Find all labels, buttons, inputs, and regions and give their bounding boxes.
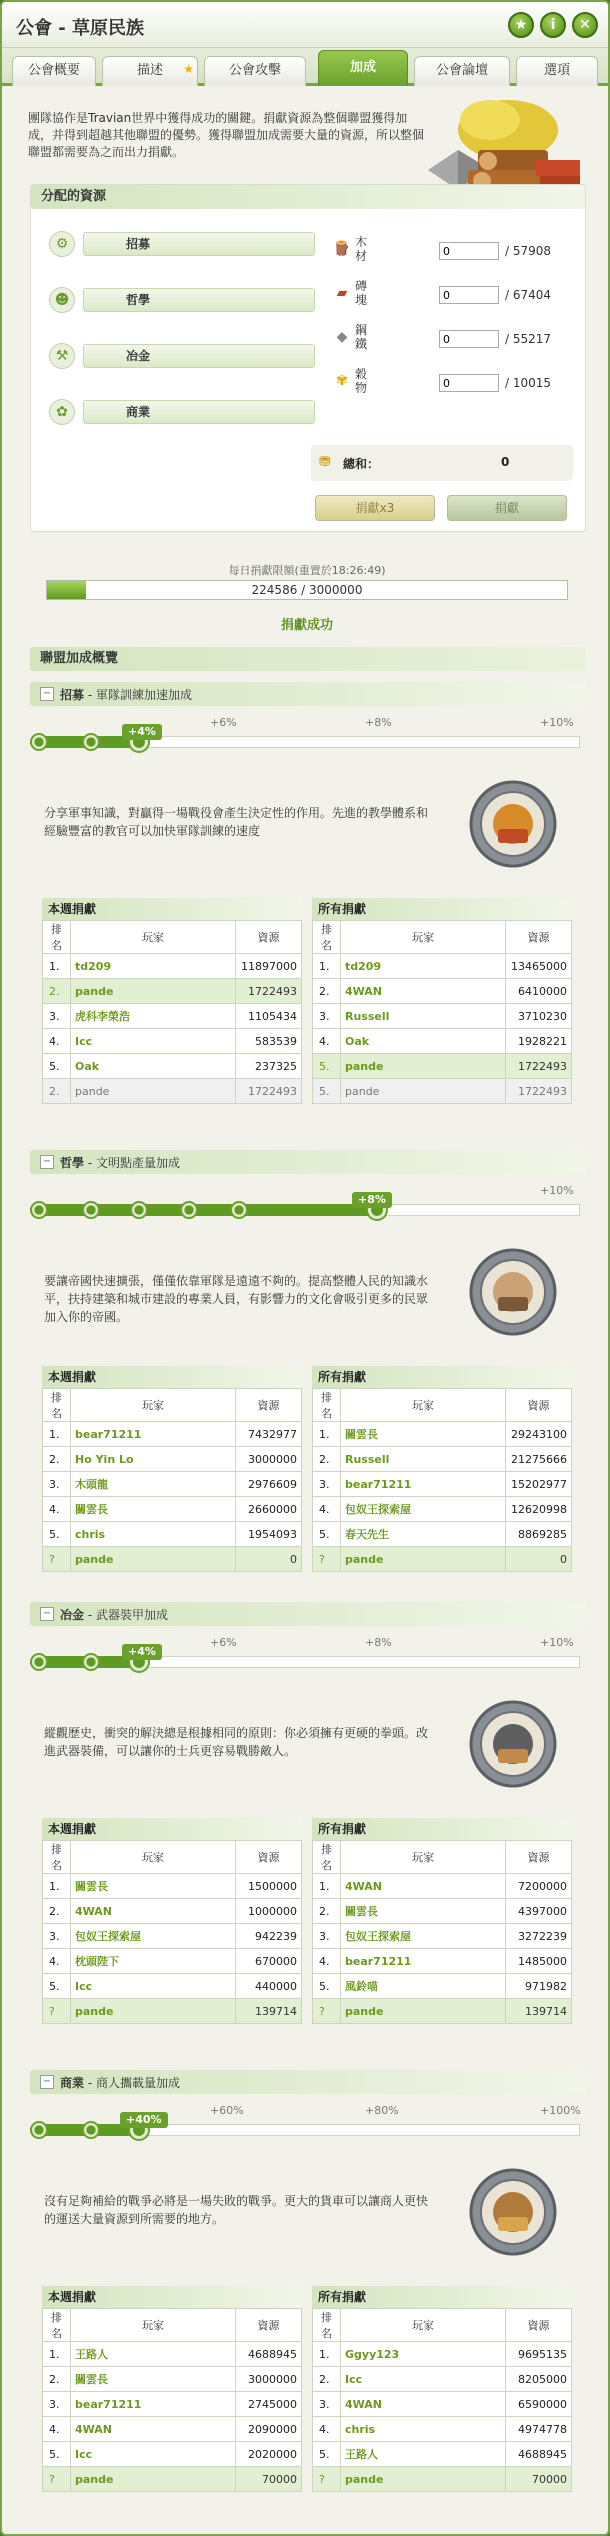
- progress-step-dot: [30, 1653, 48, 1671]
- player-link[interactable]: bear71211: [71, 1422, 236, 1447]
- table-title: 所有捐獻: [312, 2286, 572, 2308]
- table-row: 5. Oak 237325: [43, 1054, 302, 1079]
- commerce-icon: ✿: [49, 399, 75, 425]
- table-title: 本週捐獻: [42, 1366, 302, 1388]
- player-link[interactable]: pande: [341, 2467, 506, 2492]
- player-link[interactable]: pande: [71, 1999, 236, 2024]
- intro-text: 團隊協作是Travian世界中獲得成功的關鍵。捐獻資源為整個聯盟獲得加成，并得到超越其他聯盟的優勢。獲得聯盟加成需要大量的資源，所以整個聯盟都需要為之而出力捐獻。: [28, 111, 425, 159]
- iron-icon: ◆: [336, 329, 348, 345]
- player-link[interactable]: chris: [341, 2417, 506, 2442]
- info-icon[interactable]: i: [540, 12, 566, 38]
- bonus-header: [30, 1150, 586, 1174]
- player-link[interactable]: Russell: [341, 1004, 506, 1029]
- player-link[interactable]: 4WAN: [341, 1874, 506, 1899]
- player-link[interactable]: 關雲長: [71, 1497, 236, 1522]
- level-label: +10%: [540, 716, 574, 729]
- bonus-description: 分享軍事知識，對贏得一場戰役會產生決定性的作用。先進的教學體系和經驗豐富的教官可以加快軍隊訓練的速度: [44, 806, 429, 838]
- table-row: 3. bear71211 2745000: [43, 2392, 302, 2417]
- player-link[interactable]: Oak: [71, 1054, 236, 1079]
- table-row: 2. pande 1722493: [43, 1079, 302, 1104]
- player-link[interactable]: 王路人: [71, 2342, 236, 2367]
- player-link[interactable]: 關雲長: [71, 2367, 236, 2392]
- bonus-subtitle: - 軍隊訓練加速加成: [84, 688, 192, 702]
- collapse-icon[interactable]: −: [40, 1607, 54, 1621]
- bonus-progress: [30, 2104, 581, 2148]
- all-donations-table: 所有捐獻 排名 玩家 資源 1. td209 13465000 2. 4WAN 6410000 3. Russell 3710230 4. Oak 1928221 5. pande 1722493 5. pande 1722493: [312, 898, 572, 1104]
- player-link[interactable]: 4WAN: [71, 1899, 236, 1924]
- donate-x3-button[interactable]: 捐獻x3: [315, 495, 435, 521]
- bonus-subtitle: - 文明點產量加成: [84, 1156, 180, 1170]
- bonus-header: [30, 682, 586, 706]
- table-row: 5. chris 1954093: [43, 1522, 302, 1547]
- bonus-description: 要讓帝國快速擴張，僅僅依靠軍隊是遠遠不夠的。提高整體人民的知識水平，扶持建築和城市建設的專業人員，有影響力的文化會吸引更多的民眾加入你的帝國。: [44, 1274, 429, 1324]
- collapse-icon[interactable]: −: [40, 2075, 54, 2089]
- player-link[interactable]: pande: [71, 1547, 236, 1572]
- overview-title: 聯盟加成概覽: [30, 647, 586, 671]
- table-row: 1. 關雲長 1500000: [43, 1874, 302, 1899]
- player-link[interactable]: bear71211: [341, 1472, 506, 1497]
- table-row: ? pande 139714: [313, 1999, 572, 2024]
- title-bar: [2, 2, 608, 48]
- table-row: ? pande 70000: [313, 2467, 572, 2492]
- level-label: +10%: [540, 1184, 574, 1197]
- table-row: 4. 4WAN 2090000: [43, 2417, 302, 2442]
- player-link[interactable]: pande: [341, 1054, 506, 1079]
- bonus-subtitle: - 武器裝甲加成: [84, 1608, 168, 1622]
- table-row: ? pande 70000: [43, 2467, 302, 2492]
- table-row: 2. 4WAN 6410000: [313, 979, 572, 1004]
- table-row: 4. 枕頭陛下 670000: [43, 1949, 302, 1974]
- all-donations-table: 所有捐獻 排名 玩家 資源 1. 關雲長 29243100 2. Russell 21275666 3. bear71211 15202977 4. 包奴王探索屋 12620998 5. 春天先生 8869285 ? pande 0: [312, 1366, 572, 1572]
- table-row: 3. 包奴王探索屋 942239: [43, 1924, 302, 1949]
- table-row: 1. 王路人 4688945: [43, 2342, 302, 2367]
- table-row: 3. 木頭龍 2976609: [43, 1472, 302, 1497]
- metallurgy-icon: ⚒: [49, 343, 75, 369]
- level-label: +80%: [365, 2104, 399, 2117]
- table-row: 2. 關雲長 3000000: [43, 2367, 302, 2392]
- player-link[interactable]: td209: [341, 954, 506, 979]
- level-label: +8%: [365, 1636, 392, 1649]
- table-row: 1. td209 11897000: [43, 954, 302, 979]
- resource-row-wood: 🪵 木材 0 / 57908: [321, 235, 610, 269]
- progress-step-dot: [30, 733, 48, 751]
- clay-input[interactable]: [439, 286, 499, 304]
- crop-icon: ✾: [336, 373, 348, 389]
- table-row: 1. 關雲長 29243100: [313, 1422, 572, 1447]
- table-row: 3. bear71211 15202977: [313, 1472, 572, 1497]
- table-row: 5. Icc 2020000: [43, 2442, 302, 2467]
- player-link[interactable]: Ggyy123: [341, 2342, 506, 2367]
- table-row: 2. Icc 8205000: [313, 2367, 572, 2392]
- current-level-badge: +4%: [122, 1644, 162, 1660]
- player-link[interactable]: Icc: [71, 2442, 236, 2467]
- table-row: 3. 虎科李榮浩 1105434: [43, 1004, 302, 1029]
- player-link[interactable]: 王路人: [341, 2442, 506, 2467]
- window-title: 公會 - 草原民族: [16, 18, 145, 39]
- player-link[interactable]: 枕頭陛下: [71, 1949, 236, 1974]
- wood-icon: 🪵: [333, 241, 351, 257]
- bonus-description: 沒有足夠補給的戰爭必將是一場失敗的戰爭。更大的貨車可以讓商人更快的運送大量資源到所需要的地方。: [44, 2194, 429, 2226]
- player-link[interactable]: 關雲長: [341, 1899, 506, 1924]
- player-link[interactable]: 春天先生: [341, 1522, 506, 1547]
- resource-row-iron: ◆ 鋼鐵 0 / 55217: [321, 323, 610, 357]
- all-donations-table: 所有捐獻 排名 玩家 資源 1. 4WAN 7200000 2. 關雲長 4397000 3. 包奴王探索屋 3272239 4. bear71211 1485000 5. 風鈴喵 971982 ? pande 139714: [312, 1818, 572, 2024]
- table-row: 3. 4WAN 6590000: [313, 2392, 572, 2417]
- tab-attacks[interactable]: 公會攻擊: [204, 56, 306, 86]
- table-row: 4. 包奴王探索屋 12620998: [313, 1497, 572, 1522]
- weekly-donations-table: 本週捐獻 排名 玩家 資源 1. bear71211 7432977 2. Ho Yin Lo 3000000 3. 木頭龍 2976609 4. 關雲長 2660000 5. chris 1954093 ? pande 0: [42, 1366, 302, 1572]
- level-label: +6%: [210, 716, 237, 729]
- donate-button[interactable]: 捐獻: [447, 495, 567, 521]
- table-title: 所有捐獻: [312, 1366, 572, 1388]
- tab-bonuses[interactable]: 加成: [318, 50, 408, 86]
- table-row: 2. pande 1722493: [43, 979, 302, 1004]
- daily-limit-value: 224586 / 3000000: [251, 583, 363, 597]
- total-box: ⛃ 總和： 0: [311, 445, 573, 481]
- player-link[interactable]: pande: [71, 979, 236, 1004]
- progress-step-dot: [82, 1653, 100, 1671]
- donate-panel: [30, 184, 586, 532]
- weekly-donations-table: 本週捐獻 排名 玩家 資源 1. td209 11897000 2. pande 1722493 3. 虎科李榮浩 1105434 4. Icc 583539 5. Oak 237325 2. pande 1722493: [42, 898, 302, 1104]
- level-label: +8%: [365, 716, 392, 729]
- player-link[interactable]: 關雲長: [71, 1874, 236, 1899]
- player-link[interactable]: Icc: [341, 2367, 506, 2392]
- bonus-progress: [30, 1636, 580, 1680]
- player-link[interactable]: Russell: [341, 1447, 506, 1472]
- donate-section-title: 分配的資源: [31, 185, 585, 209]
- player-link[interactable]: 虎科李榮浩: [71, 1004, 236, 1029]
- player-link[interactable]: 包奴王探索屋: [341, 1924, 506, 1949]
- player-link[interactable]: pande: [71, 2467, 236, 2492]
- table-row: 2. Ho Yin Lo 3000000: [43, 1447, 302, 1472]
- table-title: 本週捐獻: [42, 1818, 302, 1840]
- bonus-medal-icon: [468, 774, 558, 874]
- player-link[interactable]: 木頭龍: [71, 1472, 236, 1497]
- resource-row-clay: ▰ 磚塊 0 / 67404: [321, 279, 610, 313]
- bonus-name: 冶金: [60, 1608, 85, 1622]
- category-commerce[interactable]: ✿ 商業: [49, 397, 313, 427]
- tab-options[interactable]: 選項: [516, 56, 598, 86]
- collapse-icon[interactable]: −: [40, 687, 54, 701]
- bonus-progress: [30, 1184, 580, 1228]
- current-level-badge: +40%: [120, 2112, 168, 2128]
- table-row: ? pande 0: [313, 1547, 572, 1572]
- player-link[interactable]: pande: [71, 1079, 236, 1104]
- bonus-medal-icon: [468, 2162, 558, 2262]
- progress-step-dot: [82, 733, 100, 751]
- player-link[interactable]: Icc: [71, 1974, 236, 1999]
- level-label: +100%: [540, 2104, 581, 2117]
- progress-step-dot: [82, 1201, 100, 1219]
- progress-step-dot: [230, 1201, 248, 1219]
- level-label: +10%: [540, 1636, 574, 1649]
- tab-description[interactable]: 描述 ★: [102, 56, 198, 86]
- table-row: 4. 關雲長 2660000: [43, 1497, 302, 1522]
- weekly-donations-table: 本週捐獻 排名 玩家 資源 1. 王路人 4688945 2. 關雲長 3000000 3. bear71211 2745000 4. 4WAN 2090000 5. Icc 2020000 ? pande 70000: [42, 2286, 302, 2492]
- tab-bar: [2, 48, 608, 86]
- table-row: 2. Russell 21275666: [313, 1447, 572, 1472]
- player-link[interactable]: 關雲長: [341, 1422, 506, 1447]
- tab-overview[interactable]: 公會概要: [12, 56, 96, 86]
- table-title: 本週捐獻: [42, 898, 302, 920]
- iron-input[interactable]: [439, 330, 499, 348]
- recruitment-icon: ⚙: [49, 231, 75, 257]
- player-link[interactable]: pande: [341, 1547, 506, 1572]
- category-metallurgy[interactable]: ⚒ 冶金: [49, 341, 313, 371]
- player-link[interactable]: Icc: [71, 1029, 236, 1054]
- table-row: ? pande 139714: [43, 1999, 302, 2024]
- donate-success-message: 捐獻成功: [280, 618, 333, 633]
- table-row: ? pande 0: [43, 1547, 302, 1572]
- bonus-name: 招募: [60, 688, 85, 702]
- clay-icon: ▰: [336, 285, 348, 301]
- player-link[interactable]: 風鈴喵: [341, 1974, 506, 1999]
- progress-step-dot: [30, 1201, 48, 1219]
- bonus-name: 哲學: [60, 1156, 85, 1170]
- table-title: 所有捐獻: [312, 898, 572, 920]
- player-link[interactable]: 4WAN: [341, 979, 506, 1004]
- player-link[interactable]: pande: [341, 1999, 506, 2024]
- crop-input[interactable]: [439, 374, 499, 392]
- player-link[interactable]: 4WAN: [341, 2392, 506, 2417]
- player-link[interactable]: pande: [341, 1079, 506, 1104]
- weekly-donations-table: 本週捐獻 排名 玩家 資源 1. 關雲長 1500000 2. 4WAN 1000000 3. 包奴王探索屋 942239 4. 枕頭陛下 670000 5. Icc 440000 ? pande 139714: [42, 1818, 302, 2024]
- philosophy-icon: ☻: [49, 287, 75, 313]
- bonus-medal-icon: [468, 1694, 558, 1794]
- table-row: 1. td209 13465000: [313, 954, 572, 979]
- player-link[interactable]: Oak: [341, 1029, 506, 1054]
- bonus-name: 商業: [60, 2076, 85, 2090]
- table-row: 5. Icc 440000: [43, 1974, 302, 1999]
- total-icon: ⛃: [319, 454, 331, 470]
- table-row: 3. 包奴王探索屋 3272239: [313, 1924, 572, 1949]
- bonus-description: 縱觀歷史，衝突的解決總是根據相同的原則：你必須擁有更硬的拳頭。改進武器裝備，可以讓你的士兵更容易戰勝敵人。: [44, 1726, 429, 1758]
- progress-step-dot: [180, 1201, 198, 1219]
- current-level-badge: +8%: [352, 1192, 392, 1208]
- player-link[interactable]: 包奴王探索屋: [341, 1497, 506, 1522]
- current-level-badge: +4%: [122, 724, 162, 740]
- table-row: 2. 4WAN 1000000: [43, 1899, 302, 1924]
- category-philosophy[interactable]: ☻ 哲學: [49, 285, 313, 315]
- all-donations-table: 所有捐獻 排名 玩家 資源 1. Ggyy123 9695135 2. Icc 8205000 3. 4WAN 6590000 4. chris 4974778 5. 王路人 4688945 ? pande 70000: [312, 2286, 572, 2492]
- daily-limit-label: 每日捐獻限額(重置於18:26:49): [228, 564, 386, 577]
- progress-step-dot: [82, 2121, 100, 2139]
- collapse-icon[interactable]: −: [40, 1155, 54, 1169]
- table-row: 4. bear71211 1485000: [313, 1949, 572, 1974]
- table-row: 1. bear71211 7432977: [43, 1422, 302, 1447]
- player-link[interactable]: bear71211: [341, 1949, 506, 1974]
- player-link[interactable]: 包奴王探索屋: [71, 1924, 236, 1949]
- level-label: +60%: [210, 2104, 244, 2117]
- table-row: 5. 春天先生 8869285: [313, 1522, 572, 1547]
- new-star-icon: ★: [183, 62, 194, 76]
- bonus-medal-icon: [468, 1242, 558, 1342]
- table-row: 5. pande 1722493: [313, 1079, 572, 1104]
- table-row: 5. 風鈴喵 971982: [313, 1974, 572, 1999]
- table-row: 3. Russell 3710230: [313, 1004, 572, 1029]
- progress-step-dot: [30, 2121, 48, 2139]
- bonus-header: [30, 2070, 586, 2094]
- resource-row-crop: ✾ 穀物 0 / 10015: [321, 367, 610, 401]
- table-row: 5. 王路人 4688945: [313, 2442, 572, 2467]
- bonus-subtitle: - 商人攜載量加成: [84, 2076, 180, 2090]
- table-title: 本週捐獻: [42, 2286, 302, 2308]
- bonus-header: [30, 1602, 586, 1626]
- table-row: 2. 關雲長 4397000: [313, 1899, 572, 1924]
- player-link[interactable]: 4WAN: [71, 2417, 236, 2442]
- player-link[interactable]: bear71211: [71, 2392, 236, 2417]
- table-row: 4. chris 4974778: [313, 2417, 572, 2442]
- category-recruitment[interactable]: ⚙ 招募: [49, 229, 313, 259]
- progress-step-dot: [130, 1201, 148, 1219]
- player-link[interactable]: Ho Yin Lo: [71, 1447, 236, 1472]
- tab-forum[interactable]: 公會論壇: [414, 56, 510, 86]
- table-row: 4. Oak 1928221: [313, 1029, 572, 1054]
- player-link[interactable]: td209: [71, 954, 236, 979]
- table-title: 所有捐獻: [312, 1818, 572, 1840]
- close-icon[interactable]: ✕: [572, 12, 598, 38]
- table-row: 1. Ggyy123 9695135: [313, 2342, 572, 2367]
- level-label: +6%: [210, 1636, 237, 1649]
- favorite-star-icon[interactable]: ★: [508, 12, 534, 38]
- player-link[interactable]: chris: [71, 1522, 236, 1547]
- table-row: 5. pande 1722493: [313, 1054, 572, 1079]
- bonus-progress: [30, 716, 580, 760]
- table-row: 4. Icc 583539: [43, 1029, 302, 1054]
- wood-input[interactable]: [439, 242, 499, 260]
- table-row: 1. 4WAN 7200000: [313, 1874, 572, 1899]
